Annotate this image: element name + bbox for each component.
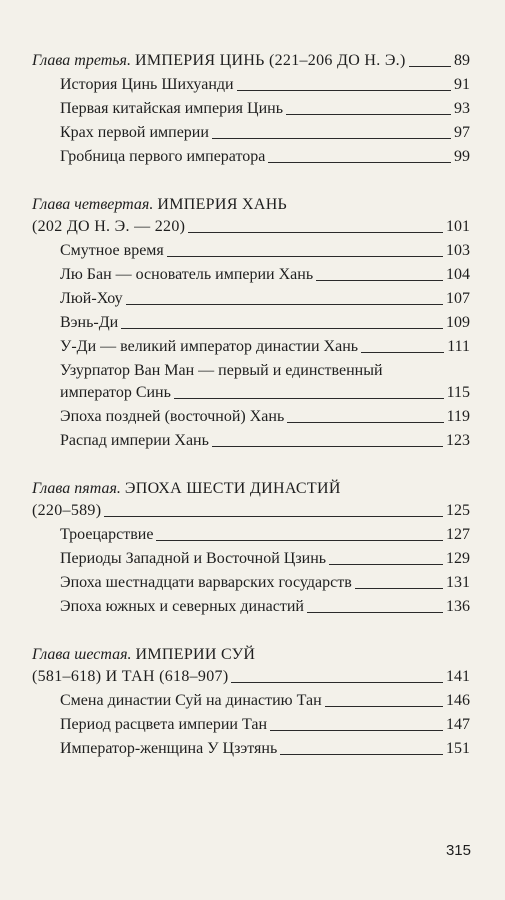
toc-item-text: История Цинь Шихуанди	[60, 76, 234, 93]
toc-item-text: Эпоха поздней (восточной) Хань	[60, 408, 285, 425]
leader-line	[316, 280, 443, 281]
page-ref: 109	[446, 314, 470, 331]
toc-item	[60, 74, 470, 96]
toc-item	[60, 336, 470, 358]
page-ref: 101	[446, 218, 470, 235]
chapter-heading-text	[32, 50, 406, 72]
chapter-6	[32, 644, 470, 760]
chapter-heading	[32, 194, 470, 216]
page-ref: 111	[447, 338, 470, 355]
toc-item-text: Первая китайская империя Цинь	[60, 100, 283, 117]
chapter-title: ИМПЕРИЯ ЦИНЬ (221–206 ДО Н. Э.)	[134, 52, 406, 69]
toc-item	[60, 406, 470, 428]
page-ref: 107	[446, 290, 470, 307]
toc-item	[60, 122, 470, 144]
toc-item	[60, 738, 470, 760]
leader-line	[409, 66, 451, 67]
leader-line	[280, 754, 443, 755]
chapter-heading-continued	[32, 500, 470, 522]
toc-item	[60, 146, 470, 168]
toc-item	[60, 596, 470, 618]
page-ref: 99	[454, 148, 470, 165]
toc-item-text: Периоды Западной и Восточной Цзинь	[60, 550, 327, 567]
chapter-title-line-2: (581–618) И ТАН (618–907)	[32, 668, 229, 685]
toc-item-text: Троецарствие	[60, 526, 154, 543]
leader-line	[286, 114, 451, 115]
leader-line	[355, 588, 443, 589]
leader-line	[287, 422, 443, 423]
page-ref: 127	[446, 526, 470, 543]
toc-item-text: Эпоха шестнадцати варварских государств	[60, 574, 352, 591]
leader-line	[126, 304, 443, 305]
page-ref: 103	[446, 242, 470, 259]
toc-item	[60, 690, 470, 712]
leader-line	[237, 90, 451, 91]
toc-item	[60, 240, 470, 262]
page-ref: 151	[446, 740, 470, 757]
chapter-label: Глава пятая.	[32, 480, 121, 497]
toc-item	[60, 360, 470, 382]
chapter-heading	[32, 644, 470, 666]
leader-line	[188, 232, 443, 233]
table-of-contents	[32, 50, 470, 786]
chapter-heading-continued	[32, 216, 470, 238]
toc-item-text: Крах первой империи	[60, 124, 209, 141]
leader-line	[329, 564, 443, 565]
toc-item	[60, 548, 470, 570]
toc-item-text: Эпоха южных и северных династий	[60, 598, 304, 615]
toc-item-text: Смутное время	[60, 242, 164, 259]
page-ref: 129	[446, 550, 470, 567]
toc-item-text: У-Ди — великий император династии Хань	[60, 338, 359, 355]
leader-line	[104, 516, 443, 517]
leader-line	[212, 138, 451, 139]
toc-item	[60, 714, 470, 736]
chapter-title-line-2: (202 ДО Н. Э. — 220)	[32, 218, 186, 235]
leader-line	[121, 328, 443, 329]
chapter-heading	[32, 50, 470, 72]
leader-line	[268, 162, 451, 163]
chapter-label: Глава третья.	[32, 52, 131, 69]
leader-line	[156, 540, 443, 541]
chapter-title-line-2: (220–589)	[32, 502, 102, 519]
leader-line	[270, 730, 443, 731]
leader-line	[174, 398, 444, 399]
leader-line	[325, 706, 443, 707]
page-ref: 125	[446, 502, 470, 519]
page-ref: 146	[446, 692, 470, 709]
page-ref: 89	[454, 52, 470, 69]
toc-item-text: Смена династии Суй на династию Тан	[60, 692, 322, 709]
toc-item	[60, 524, 470, 546]
toc-item	[60, 288, 470, 310]
chapter-4	[32, 194, 470, 452]
toc-item	[60, 312, 470, 334]
leader-line	[361, 352, 444, 353]
toc-item-text: Вэнь-Ди	[60, 314, 119, 331]
toc-item-continued	[60, 382, 470, 404]
page-ref: 115	[446, 384, 470, 401]
page-ref: 136	[446, 598, 470, 615]
chapter-title: ЭПОХА ШЕСТИ ДИНАСТИЙ	[124, 480, 341, 497]
page-ref: 123	[446, 432, 470, 449]
page-ref: 141	[446, 668, 470, 685]
leader-line	[212, 446, 443, 447]
chapter-label: Глава четвертая.	[32, 196, 154, 213]
chapter-title: ИМПЕРИЯ ХАНЬ	[157, 196, 288, 213]
toc-item	[60, 430, 470, 452]
page-ref: 91	[454, 76, 470, 93]
page-ref: 93	[454, 100, 470, 117]
page-ref: 97	[454, 124, 470, 141]
page-ref: 147	[446, 716, 470, 733]
chapter-3	[32, 50, 470, 168]
chapter-label: Глава шестая.	[32, 646, 132, 663]
toc-item-text: Период расцвета империи Тан	[60, 716, 268, 733]
toc-item-text-line-2: император Синь	[60, 384, 171, 401]
toc-item-text: Узурпатор Ван Ман — первый и единственный	[60, 362, 383, 379]
toc-item-text: Гробница первого императора	[60, 148, 266, 165]
chapter-title: ИМПЕРИИ СУЙ	[135, 646, 256, 663]
chapter-heading-continued	[32, 666, 470, 688]
toc-item-text: Император-женщина У Цзэтянь	[60, 740, 278, 757]
leader-line	[167, 256, 443, 257]
page-number: 315	[445, 842, 471, 859]
leader-line	[231, 682, 443, 683]
leader-line	[307, 612, 443, 613]
page-ref: 104	[446, 266, 470, 283]
toc-item-text: Лю Бан — основатель империи Хань	[60, 266, 314, 283]
toc-item	[60, 264, 470, 286]
page-ref: 119	[446, 408, 470, 425]
toc-item-text: Распад империи Хань	[60, 432, 209, 449]
chapter-heading	[32, 478, 470, 500]
toc-item	[60, 572, 470, 594]
chapter-5	[32, 478, 470, 618]
toc-item	[60, 98, 470, 120]
toc-item-text: Люй-Хоу	[60, 290, 123, 307]
page-ref: 131	[446, 574, 470, 591]
